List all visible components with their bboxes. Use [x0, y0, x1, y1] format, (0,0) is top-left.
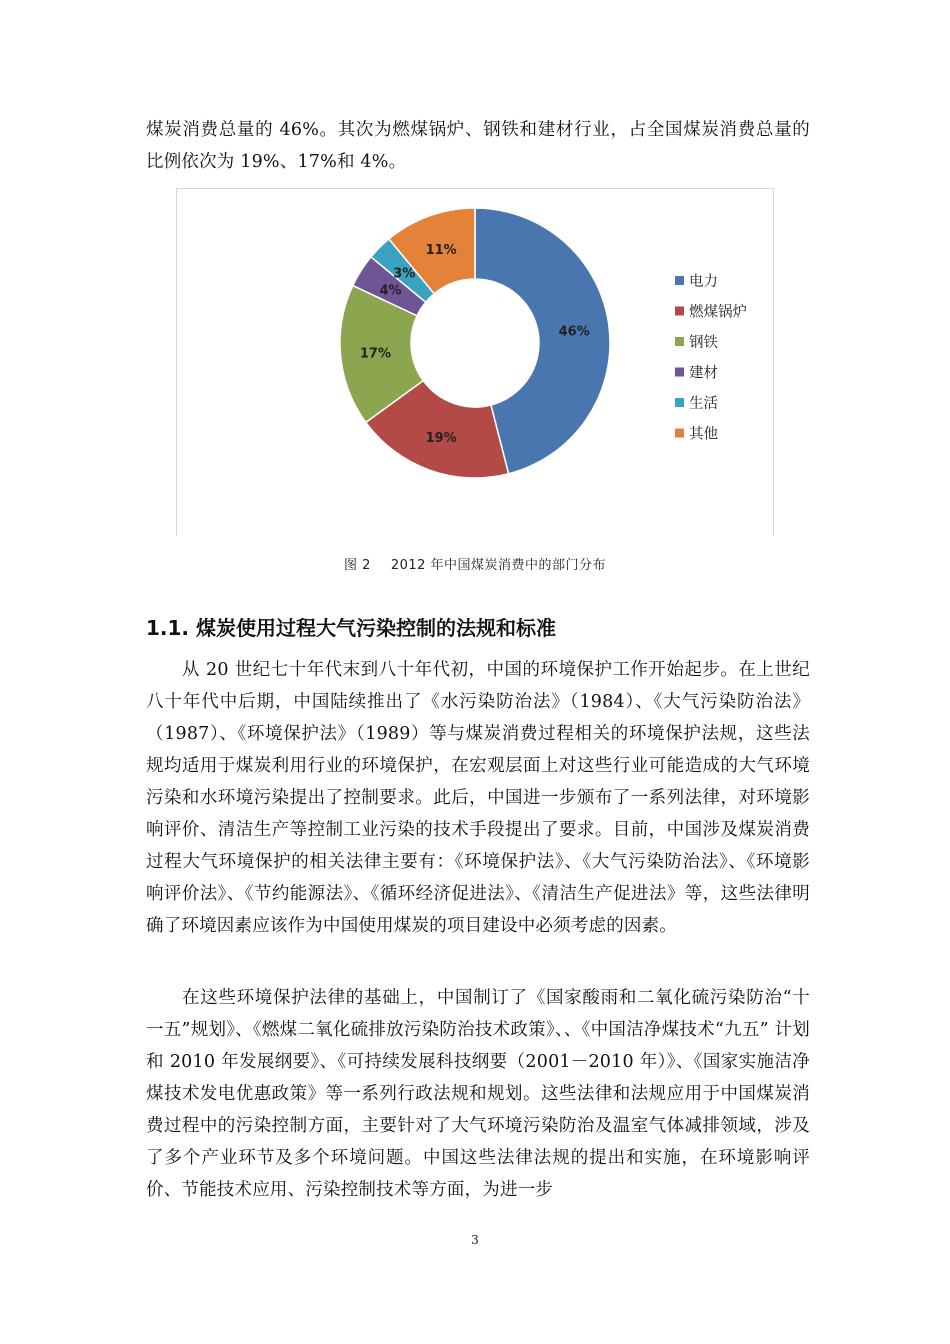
chart-canvas [177, 189, 775, 537]
intro-paragraph: 煤炭消费总量的 46%。其次为燃煤锅炉、钢铁和建材行业，占全国煤炭消费总量的比例依次为 19%、17%和 4%。 [146, 120, 810, 172]
body-paragraph-1: 从 20 世纪七十年代末到八十年代初，中国的环境保护工作开始起步。在上世纪八十年代中后期，中国陆续推出了《水污染防治法》（1984）、《大气污染防治法》（1987）、《环境保护法》（1989）等与煤炭消费过程相关的环境保护法规，这些法规均适用于煤炭利用行业的环境保护，在宏观层面上对这些行业可能造成的大气环境污染和水环境污染提出了控制要求。此后，中国进一步颁布了一系列法律，对环境影响评价、清洁生产等控制工业污染的技术手段提出了要求。目前，中国涉及煤炭消费过程大气环境保护的相关法律主要有：《环境保护法》、《大气污染防治法》、《环境影响评价法》、《节约能源法》、《循环经济促进法》、《清洁生产促进法》等，这些法律明确了环境因素应该作为中国使用煤炭的项目建设中必须考虑的因素。 [146, 660, 810, 936]
figure-caption-text: 2012 年中国煤炭消费中的部门分布 [390, 558, 607, 573]
page-number: 3 [471, 1233, 479, 1247]
slice-label-3: 17% [359, 346, 392, 362]
legend-label-4: 建材 [689, 365, 718, 382]
slice-label-5: 3% [393, 266, 416, 282]
body-paragraph-2: 在这些环境保护法律的基础上，中国制订了《国家酸雨和二氧化硫污染防治“十一五”规划》、《燃煤二氧化硫排放污染防治技术政策》、、《中国洁净煤技术“九五” 计划和 2010 年发展纲要》、《可持续发展科技纲要（2001－2010 年）》、《国家实施洁净煤技术发电优惠政策》等一系列行政法规和规划。这些法律和法规应用于中国煤炭消费过程中的污染控制方面，主要针对了大气环境污染防治及温室气体减排领域，涉及了多个产业环节及多个环境问题。中国这些法律法规的提出和实施，在环境影响评价、节能技术应用、污染控制技术等方面，为进一步 [146, 988, 810, 1200]
legend-swatch-1 [675, 276, 684, 285]
doughnut-chart [176, 188, 774, 536]
section-heading: 1.1. 煤炭使用过程大气污染控制的法规和标准 [146, 616, 556, 640]
slice-label-4: 4% [379, 283, 402, 299]
slice-label-6: 11% [425, 242, 457, 258]
legend-label-3: 钢铁 [689, 335, 718, 351]
figure-caption [0, 554, 950, 573]
legend-label-5: 生活 [689, 396, 718, 412]
legend-label-2: 燃煤锅炉 [689, 304, 747, 321]
legend-swatch-3 [675, 337, 684, 346]
slice-label-2: 19% [425, 431, 457, 447]
slice-label-1: 46% [558, 324, 590, 340]
legend-swatch-4 [675, 368, 684, 377]
legend-swatch-5 [675, 398, 684, 407]
legend-swatch-2 [675, 307, 684, 316]
legend-swatch-6 [675, 429, 684, 438]
legend-label-1: 电力 [689, 274, 718, 290]
legend-label-6: 其他 [689, 426, 718, 443]
figure-label: 图 2 [343, 558, 371, 573]
